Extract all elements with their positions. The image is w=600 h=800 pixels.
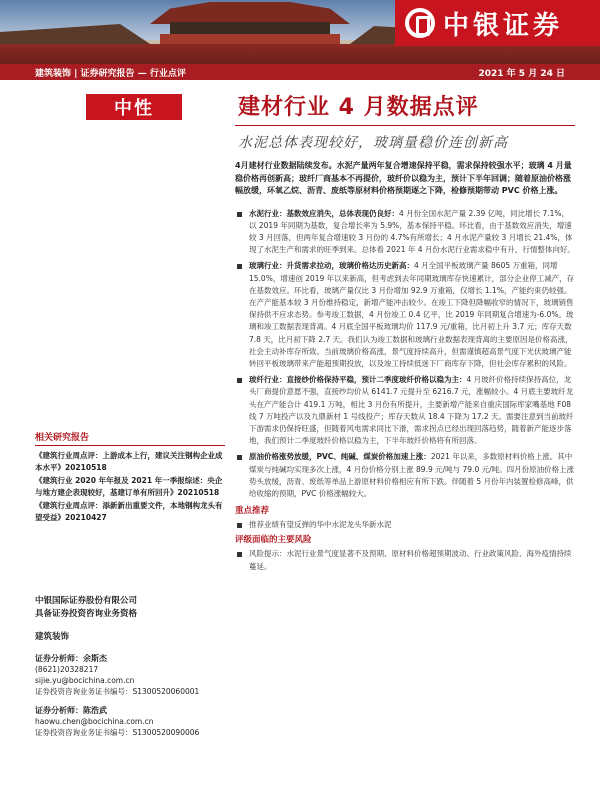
bullet-fiberglass (235, 374, 575, 447)
risk-text: 风险提示：水泥行业景气度显著不及预期、原材料价格超预期波动、行业政策风险、海外疫情持续蔓延。 (235, 548, 575, 572)
bullet-text: 4 月份全国水泥产量 2.39 亿吨，同比增长 7.1%，以 2019 年同期为基数，复合增长率为 5.9%，基本保持平稳。环比看，由于基数效应消失，增速较 3 月回落，但两年复合增速较 3 月份的 4.7%有所增长；4 月水泥产量较 3 月增长 21.4%，体现了水泥生产和需求的旺季到来。总体看 2021 年 4 月份水泥行业需求稳中有升，行情整体向好。 (249, 208, 575, 255)
bullet-text: 4 月全国平板玻璃产量 8605 万重箱，同增 15.0%，增速创 2019 年以来新高，但考虑到去年同期玻璃库存快速累计，部分企业停工减产，存在基数效应。环比看，玻璃产量仅比 3 月份增加 92.9 万重箱，仅增长 1.1%，产能约束仍较强。在产产能基本较 3 月份维持稳定，新增产能冲击较少。在竣工下降但降幅收窄的情况下，玻璃销售保持供不应求态势。参考竣工数据，4 月份竣工 0.4 亿平，比 2019 年同期复合增速为-6.0%。玻璃和竣工数据表现背离。4 月底全国平板玻璃均价 117.9 元/重箱，比月初上升 3.7 元；库存天数 7.8 天，比月初下降 2.7 天。我们认为竣工数据和玻璃行业数据表现背离的主要原因是价格高涨，社会主动补库存所致。当前玻璃价格高涨，景气度持续高升，但需谨慎超高景气度下光伏玻璃产能转回平板玻璃带来产能超预期投放，以及竣工持续低迷下厂商库存下降，但社会库存累积的风险。 (249, 261, 575, 368)
analyst-cert: 证券投资咨询业务证书编号：S1300520060001 (35, 687, 200, 696)
report-subtitle: 水泥总体表现较好，玻璃量稳价连创新高 (238, 135, 508, 151)
bullet-lead: 原油价格涨势放缓，PVC、纯碱、煤炭价格加速上涨： (249, 452, 431, 462)
banner-wall (0, 44, 600, 64)
main-content (235, 160, 575, 575)
report-date: 2021 年 5 月 24 日 (478, 68, 565, 79)
bullet-lead: 玻纤行业：直接纱价格保持平稳，预计二季度玻纤价格以稳为主： (249, 375, 467, 385)
related-reports-heading: 相关研究报告 (35, 430, 225, 446)
report-category: 建筑装饰 | 证券研究报告 — 行业点评 (35, 68, 186, 79)
company-qualification: 具备证券投资咨询业务资格 (35, 609, 138, 619)
report-category-bar (0, 64, 600, 80)
related-report-item[interactable]: 《建筑行业周点评：添新新出重要文件，本地钢构龙头有望受益》20210427 (35, 501, 223, 522)
summary-paragraph: 4月建材行业数据陆续发布。水泥产量两年复合增速保持平稳，需求保持较强水平；玻璃 4 月量稳价格再创新高；玻纤厂商基本不再提价，玻纤价以稳为主，预计下半年回调；随着原油价格涨幅放缓，环氧乙烷、沥青、废纸等原材料价格预期逐之下降，检修预期带动 PVC 价格上涨。 (235, 161, 572, 195)
related-report-item[interactable]: 《建筑行业周点评：上游成本上行，建议关注钢构企业成本水平》20210518 (35, 451, 223, 472)
bullet-lead: 水泥行业：基数效应消失，总体表现仍良好： (249, 208, 399, 218)
company-info (35, 595, 225, 621)
boc-logo-icon (405, 8, 435, 38)
title-divider (235, 125, 575, 126)
company-name: 中银国际证券股份有限公司 (35, 596, 138, 606)
bullet-text: 2021 年以来，多数原材料价格上涨。其中煤炭与纯碱均实现多次上涨，4 月份价格分别上涨 89.9 元/吨与 79.0 元/吨。四月份原油价格上涨势头放缓，沥青、废纸等单品上游原材料价格相应有所下跌。伴随着 5 月份年内装置检修高峰，供给收缩的预期，PVC 价格涨幅较大。 (249, 452, 575, 498)
analyst-name: 证券分析师：陈浩武 (35, 706, 107, 715)
analyst-phone: (8621)20328217 (35, 665, 99, 674)
rating-badge: 中性 (86, 94, 182, 120)
related-reports (35, 430, 225, 525)
analyst-card (35, 653, 225, 697)
analyst-card (35, 705, 225, 738)
brand-logo (395, 0, 600, 46)
analyst-email[interactable]: sijie.yu@bocichina.com.cn (35, 676, 135, 685)
key-recommendation-text: 推荐业绩有望反弹的华中水泥龙头华新水泥 (235, 519, 575, 531)
bullet-lead: 玻璃行业：升货需求拉动，玻璃价格达历史新高： (249, 261, 414, 271)
bullet-list (235, 208, 575, 501)
analyst-name: 证券分析师：余斯杰 (35, 654, 107, 663)
bullet-glass (235, 260, 575, 370)
analyst-cert: 证券投资咨询业务证书编号：S1300520090006 (35, 728, 200, 737)
analyst-sector: 建筑装饰 (35, 632, 70, 642)
risk-heading: 评级面临的主要风险 (235, 535, 312, 546)
bullet-cement (235, 208, 575, 257)
analyst-email[interactable]: haowu.chen@bocichina.com.cn (35, 717, 154, 726)
analyst-info (35, 632, 225, 746)
report-title: 建材行业 4 月数据点评 (238, 95, 479, 120)
header-banner (0, 0, 600, 64)
bullet-text: 4 月玻纤价格持续保持高位，龙头厂商提价意愿不强，直接纱均价从 6141.7 元提升至 6216.7 元，涨幅较小。4 月底主要玻纤龙头在产产能合计 419.1 万吨，相比 3 月份有所提升，主要新增产能来自重庆国际库家嘴基地 F08 线 7 万吨投产以及九鼎新材 1 号线投产；库存天数从 18.4 下降为 17.2 天。需要注意到当前玻纤下游需求仍保持旺盛，但随着风电需求同比下滑，需求拐点已经出现回落趋势，随着新产能逐步落地，我们预计二季度玻纤价格以稳为主，下半年玻纤价格将有所回落。 (249, 375, 574, 446)
key-recommendation-heading: 重点推荐 (235, 506, 270, 517)
brand-name: 中银证券 (443, 10, 564, 41)
related-report-item[interactable]: 《建筑行业 2020 年年报及 2021 年一季报综述：央企与地方建企表现较好，基建订单有所回升》20210518 (35, 476, 223, 497)
bullet-raw-materials (235, 451, 575, 500)
